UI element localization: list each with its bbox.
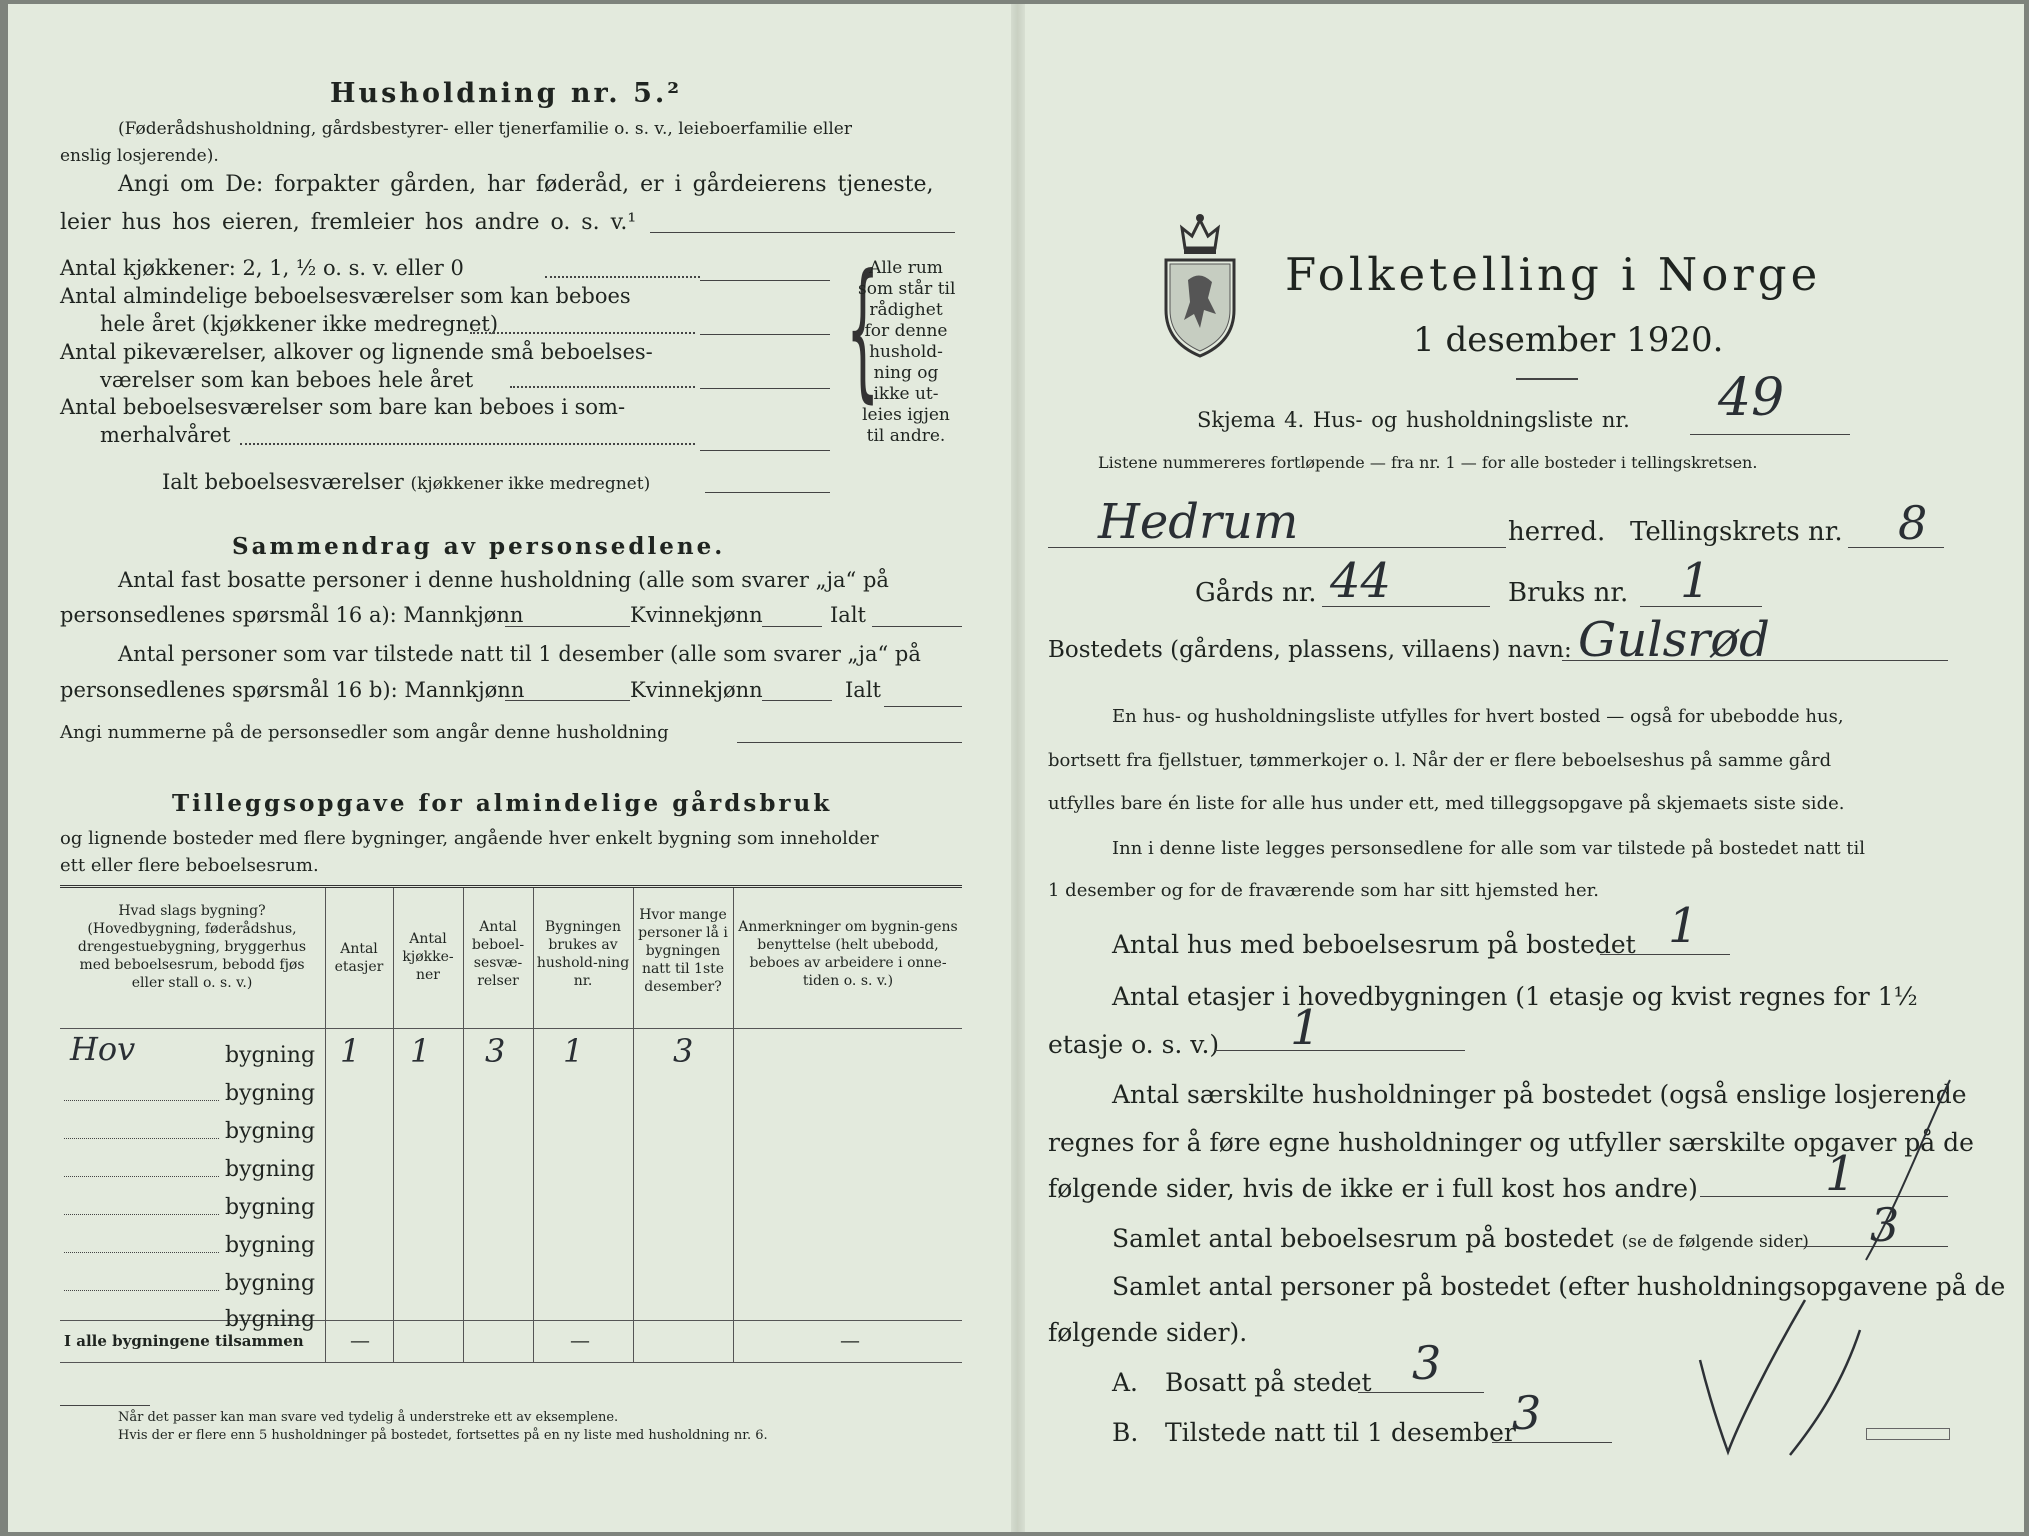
total-label: I alle bygningene tilsammen <box>64 1332 304 1350</box>
census-date: 1 desember 1920. <box>1413 320 1724 360</box>
kvinne-2: Kvinnekjønn <box>630 678 763 702</box>
bosted-label: Bostedets (gårdens, plassens, villaens) navn: <box>1048 637 1572 663</box>
antal-hus-value: 1 <box>1668 898 1699 954</box>
brace-note <box>858 258 954 447</box>
col-header-etasjer: Antal etasjer <box>334 941 384 975</box>
a-label: A. <box>1112 1368 1139 1397</box>
ialt-note: (kjøkkener ikke medregnet) <box>410 474 651 494</box>
pikevaerelser-label-2: værelser som kan beboes hele året <box>100 368 474 392</box>
ialt-1: Ialt <box>830 603 866 627</box>
row1-personer: 3 <box>673 1032 694 1070</box>
hush-label-2: regnes for å føre egne husholdninger og utfyller særskilte opgaver på de <box>1048 1128 1974 1157</box>
tillegg-text-2: ett eller flere beboelsesrum. <box>60 855 319 876</box>
census-title: Folketelling i Norge <box>1285 248 1822 301</box>
row-label: bygning <box>225 1271 316 1296</box>
sammendrag-2a: Antal personer som var tilstede natt til 1 desember (alle som svarer „ja“ på <box>118 642 921 666</box>
sammendrag-1a: Antal fast bosatte personer i denne husholdning (alle som svarer „ja“ på <box>118 568 889 592</box>
brace-icon: { <box>846 243 880 417</box>
tellingskrets-nr: 8 <box>1898 496 1928 550</box>
gards-label: Gårds nr. <box>1195 578 1317 608</box>
household-intro-2: enslig losjerende). <box>60 146 219 166</box>
row-label: bygning <box>225 1081 316 1106</box>
brace-note-line: hushold- <box>869 342 943 362</box>
sammendrag-1b <box>60 603 523 627</box>
col-header-husholdning: Bygningen brukes av hushold-ning nr. <box>536 919 630 989</box>
s2b-text: personsedlenes spørsmål 16 b): Mannkjønn <box>60 678 525 702</box>
pikevaerelser-label: Antal pikeværelser, alkover og lignende små beboelses- <box>60 340 653 364</box>
page-fold <box>1011 4 1025 1532</box>
brace-note-line: ning og <box>873 363 939 383</box>
printer-stamp <box>1866 1428 1950 1440</box>
herred-handwritten: Hedrum <box>1098 494 1299 550</box>
row-label: bygning <box>225 1119 316 1144</box>
ialt-text: Ialt beboelsesværelser <box>162 470 404 494</box>
tellingskrets-label: Tellingskrets nr. <box>1630 517 1843 547</box>
skjema-label: Skjema 4. Hus- og husholdningsliste nr. <box>1197 408 1630 432</box>
household-title: Husholdning nr. 5.² <box>330 78 683 109</box>
col-header-personer: Hvor mange personer lå i bygningen natt til 1ste desember? <box>638 907 728 995</box>
almindelige-label-2: hele året (kjøkkener ikke medregnet) <box>100 312 499 336</box>
row-label: bygning <box>225 1195 316 1220</box>
skjema-nr: 49 <box>1718 368 1785 428</box>
col-header-anmerkninger: Anmerkninger om bygnin-gens benyttelse (helt ubebodd, beboes av arbeidere i onne-tiden o. s. v.) <box>738 919 958 989</box>
brace-note-line: som står til <box>858 279 956 299</box>
info-line-1: En hus- og husholdningsliste utfylles for hvert bosted — også for ubebodde hus, <box>1112 706 1844 727</box>
bosted-handwritten: Gulsrød <box>1578 612 1770 668</box>
sammendrag-title: Sammendrag av personsedlene. <box>232 533 726 560</box>
tillegg-title: Tilleggsopgave for almindelige gårdsbruk <box>172 790 833 817</box>
b-value: 3 <box>1512 1386 1542 1440</box>
total-dash: — <box>840 1328 860 1352</box>
almindelige-label: Antal almindelige beboelsesværelser som kan beboes <box>60 284 631 308</box>
row-label: bygning <box>225 1307 316 1332</box>
brace-note-line: for denne <box>864 321 948 341</box>
brace-note-line: rådighet <box>869 300 943 320</box>
footnote-1: Når det passer kan man svare ved tydelig å understreke ett av eksemplene. <box>118 1410 619 1425</box>
household-intro-1: (Føderådshusholdning, gårdsbestyrer- eller tjenerfamilie o. s. v., leieboerfamilie eller <box>118 119 852 139</box>
row1-kjokken: 1 <box>410 1032 431 1070</box>
info-line-2: bortsett fra fjellstuer, tømmerkojer o. l. Når der er flere beboelseshus på samme gård <box>1048 750 1832 771</box>
bruks-nr: 1 <box>1680 553 1711 609</box>
bruks-label: Bruks nr. <box>1508 578 1629 608</box>
angi-line-1: Angi om De: forpakter gården, har føderåd, er i gårdeierens tjeneste, <box>118 172 934 197</box>
antal-hus-label: Antal hus med beboelsesrum på bostedet <box>1112 930 1636 959</box>
col-header-bygning: Hvad slags bygning? (Hovedbygning, føderådshus, drengestuebygning, bryggerhus med beboelsesrum, bebodd fjøs eller stall o. s. v.) <box>77 903 307 991</box>
info-line-4: Inn i denne liste legges personsedlene for alle som var tilstede på bostedet natt til <box>1112 838 1866 859</box>
brace-note-line: Alle rum <box>869 258 943 278</box>
col-header-kjokken: Antal kjøkke-ner <box>402 931 454 983</box>
etasjer-label-2: etasje o. s. v.) <box>1048 1030 1220 1059</box>
brace-note-line: til andre. <box>866 426 946 446</box>
s1b-text: personsedlenes spørsmål 16 a): Mannkjønn <box>60 603 524 627</box>
row1-hush: 1 <box>563 1032 584 1070</box>
row1-etasjer: 1 <box>340 1032 361 1070</box>
row-label: bygning <box>225 1157 316 1182</box>
ialt-label <box>162 470 650 494</box>
samlet-rum-note: (se de følgende sider) <box>1621 1232 1809 1252</box>
a-text: Bosatt på stedet <box>1165 1368 1372 1397</box>
etasjer-value: 1 <box>1290 1000 1321 1056</box>
herred-label: herred. <box>1508 517 1606 547</box>
sommer-label-2: merhalvåret <box>100 423 231 447</box>
etasjer-label-1: Antal etasjer i hovedbygningen (1 etasje og kvist regnes for 1½ <box>1112 982 1918 1011</box>
brace-note-line: leies igjen <box>862 405 950 425</box>
sommer-label: Antal beboelsesværelser som bare kan beboes i som- <box>60 395 626 419</box>
angi-line-2: leier hus hos eieren, fremleier hos andre o. s. v.¹ <box>60 210 637 235</box>
row-label: bygning <box>225 1043 316 1068</box>
a-value: 3 <box>1412 1336 1442 1390</box>
row1-vaerelser: 3 <box>485 1032 506 1070</box>
info-line-5: 1 desember og for de fraværende som har sitt hjemsted her. <box>1048 880 1599 901</box>
samlet-rum-text: Samlet antal beboelsesrum på bostedet <box>1112 1224 1614 1253</box>
total-dash: — <box>350 1328 370 1352</box>
hush-value: 1 <box>1825 1146 1856 1202</box>
brace-note-line: ikke ut- <box>873 384 939 404</box>
row-label: bygning <box>225 1233 316 1258</box>
info-line-3: utfylles bare én liste for alle hus under ett, med tilleggsopgave på skjemaets siste side. <box>1048 793 1845 814</box>
samlet-pers-label-1: Samlet antal personer på bostedet (efter husholdningsopgavene på de <box>1112 1272 2006 1301</box>
tillegg-text-1: og lignende bosteder med flere bygninger, angående hver enkelt bygning som inneholder <box>60 828 879 849</box>
hush-label-3: følgende sider, hvis de ikke er i full kost hos andre) <box>1048 1174 1698 1203</box>
total-dash: — <box>570 1328 590 1352</box>
listene-note: Listene nummereres fortløpende — fra nr. 1 — for alle bosteder i tellingskretsen. <box>1098 453 1758 472</box>
pencil-check-marks <box>1630 1060 1970 1460</box>
hush-label-1: Antal særskilte husholdninger på bostedet (også enslige losjerende <box>1112 1080 1967 1109</box>
samlet-pers-label-2: følgende sider). <box>1048 1318 1248 1347</box>
norway-coat-of-arms-icon <box>1160 210 1240 360</box>
col-header-vaerelser: Antal beboel-sesvæ-relser <box>471 919 525 989</box>
b-text: Tilstede natt til 1 desember <box>1165 1418 1516 1447</box>
gards-nr: 44 <box>1330 553 1392 609</box>
angi-nummerne: Angi nummerne på de personsedler som angår denne husholdning <box>60 722 669 743</box>
sammendrag-2b <box>60 678 524 702</box>
kjokkener-label: Antal kjøkkener: 2, 1, ½ o. s. v. eller 0 <box>60 256 464 280</box>
ialt-2: Ialt <box>845 678 881 702</box>
b-label: B. <box>1112 1418 1139 1447</box>
samlet-rum-value: 3 <box>1870 1198 1900 1252</box>
kvinne-1: Kvinnekjønn <box>630 603 763 627</box>
footnote-2: Hvis der er flere enn 5 husholdninger på bostedet, fortsettes på en ny liste med husholdning nr. 6. <box>118 1428 768 1443</box>
row1-name: Hov <box>70 1030 136 1068</box>
